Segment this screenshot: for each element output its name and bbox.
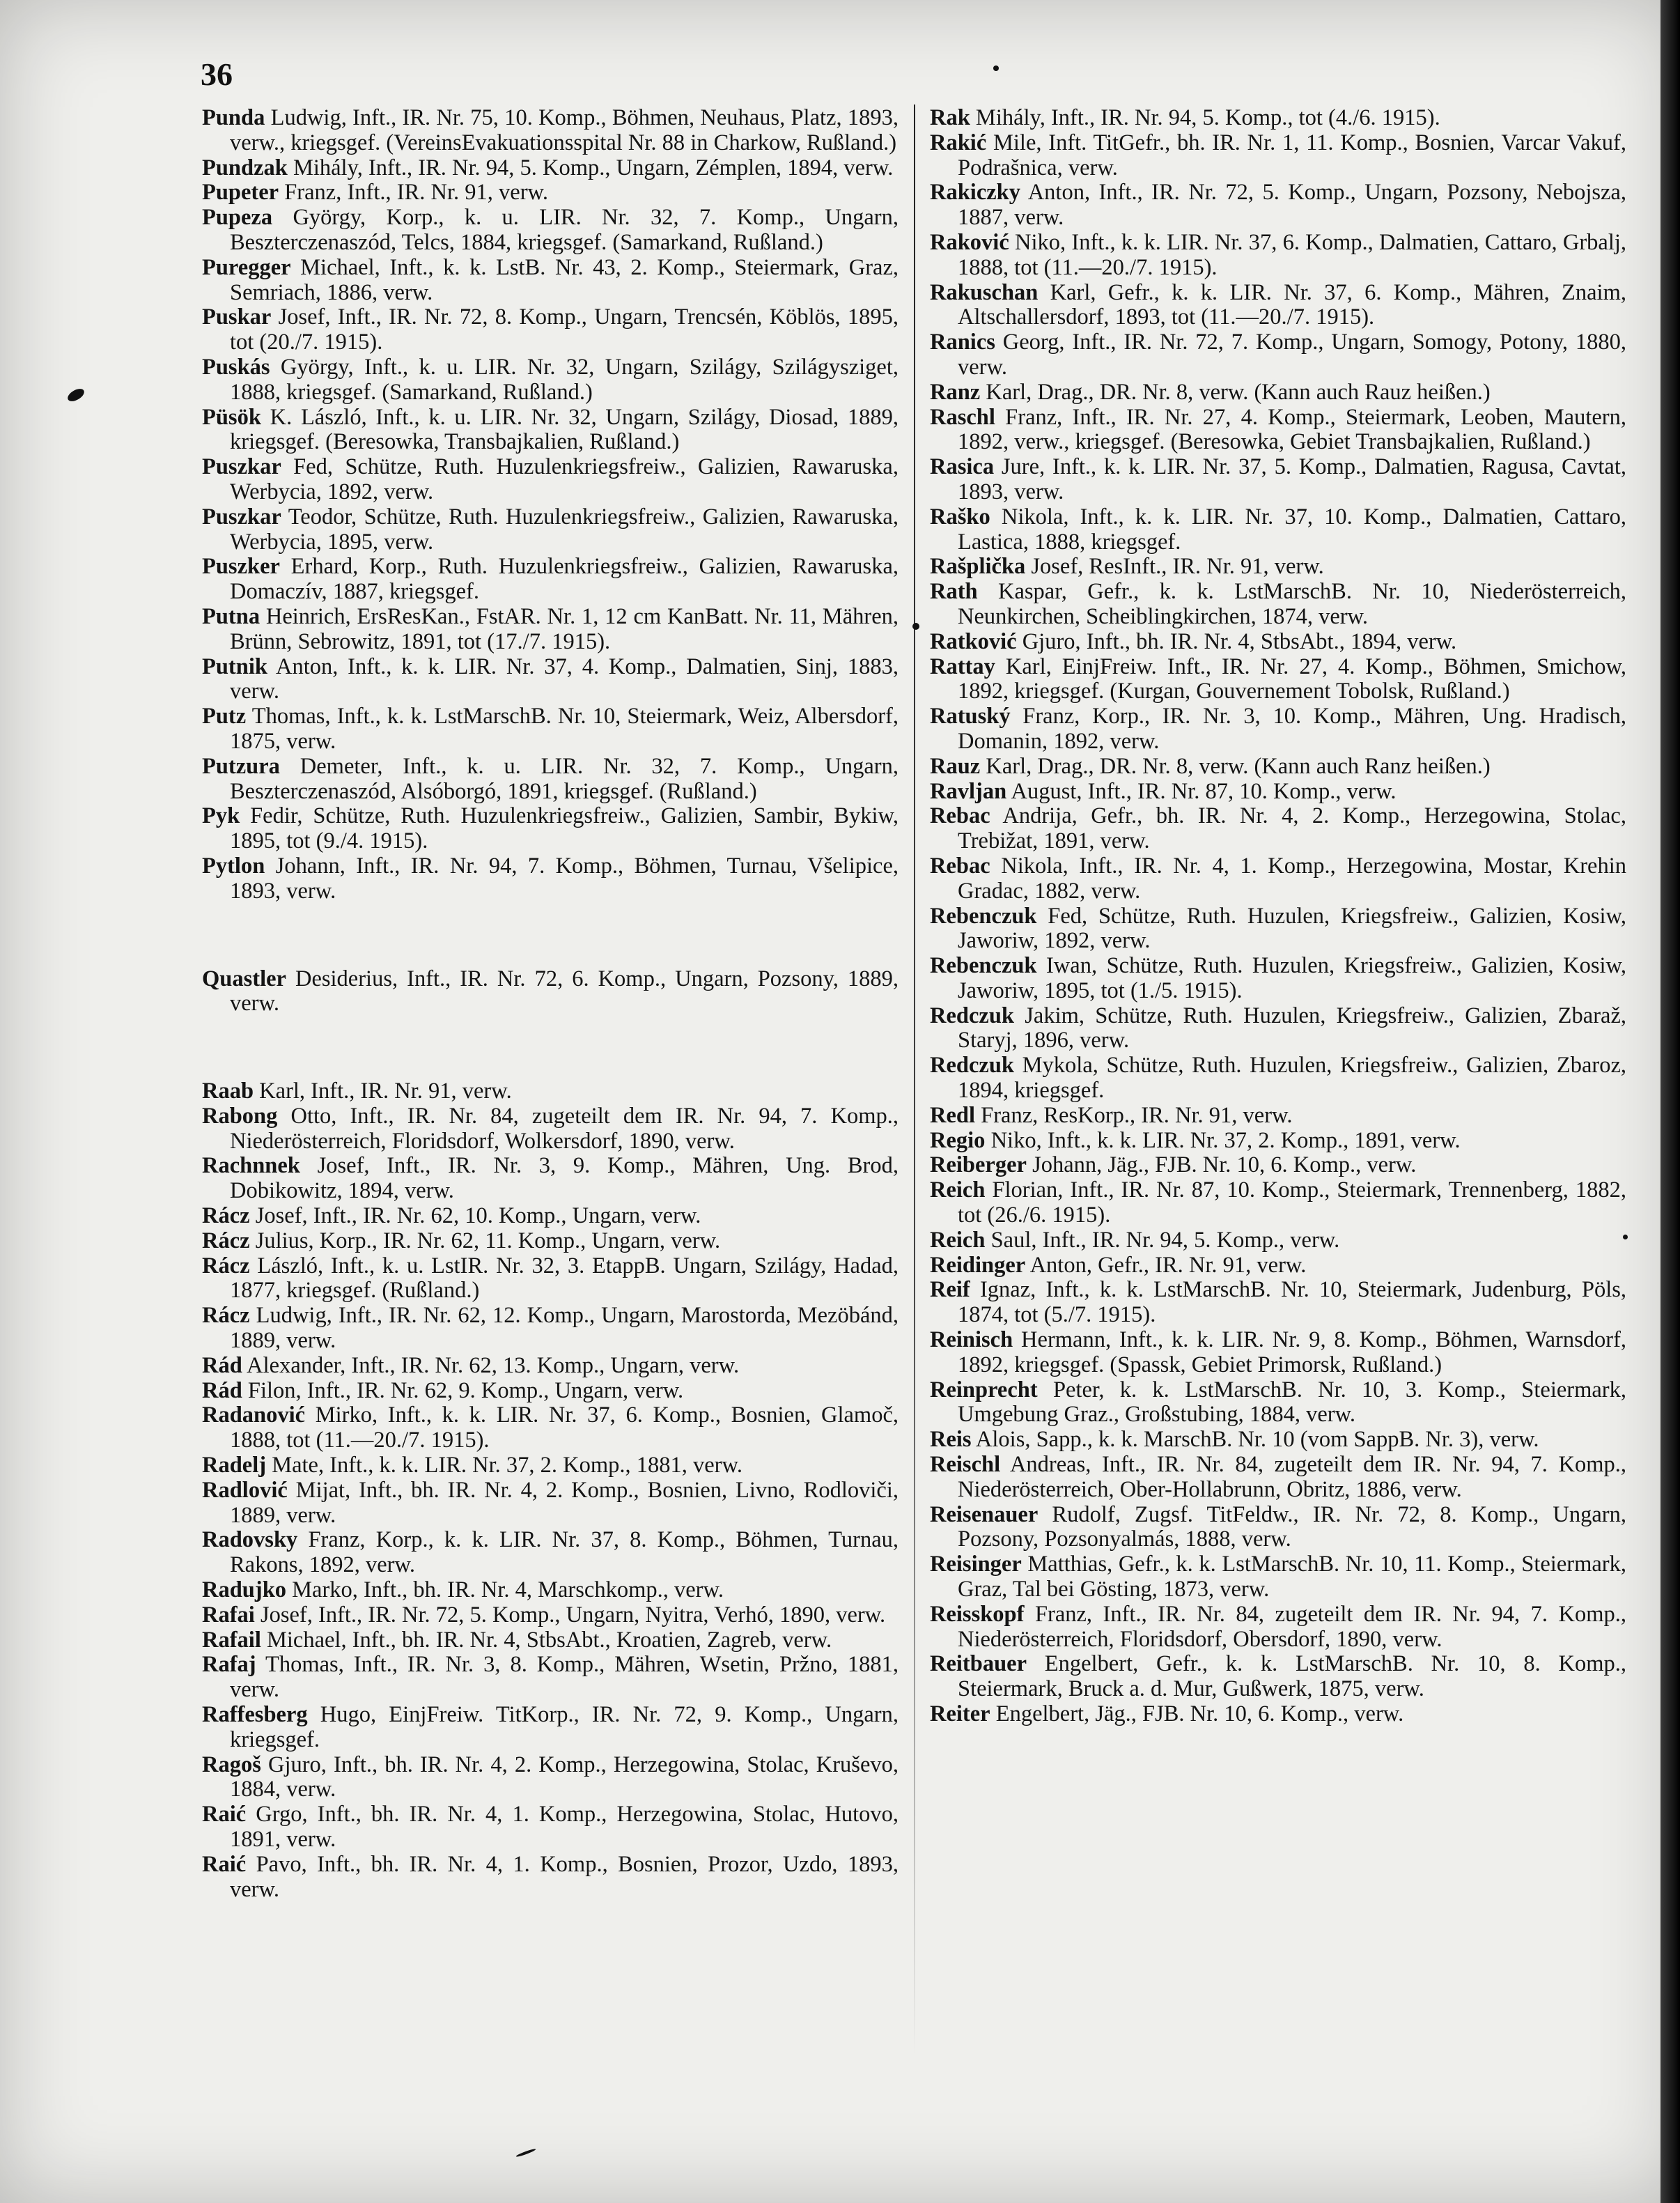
entry-surname: Ranics <box>930 330 995 355</box>
register-entry <box>930 804 1626 854</box>
entry-details: Grgo, Inft., bh. IR. Nr. 4, 1. Komp., Herzegowina, Stolac, Hutovo, 1891, verw. <box>230 1802 899 1852</box>
entry-details: Franz, ResKorp., IR. Nr. 91, verw. <box>981 1102 1293 1128</box>
entry-surname: Ravljan <box>930 778 1007 804</box>
entry-details: Erhard, Korp., Ruth. Huzulenkriegsfreiw., Galizien, Rawaruska, Domaczív, 1887, kriegsgef. <box>230 554 899 605</box>
entry-surname: Rácz <box>202 1253 250 1278</box>
entry-surname: Reinisch <box>930 1327 1013 1353</box>
register-entry <box>930 1428 1626 1453</box>
entry-details: Josef, Inft., IR. Nr. 72, 8. Komp., Ungarn, Trencsén, Köblös, 1895, tot (20./7. 1915). <box>230 304 899 355</box>
entry-surname: Reidinger <box>930 1252 1026 1278</box>
entry-surname: Rabong <box>202 1103 278 1129</box>
entry-details: Karl, Gefr., k. k. LIR. Nr. 37, 6. Komp., Mähren, Znaim, Altschallersdorf, 1893, tot (11.—20./7. 1915). <box>958 279 1626 330</box>
entry-details: Franz, Inft., IR. Nr. 27, 4. Komp., Steiermark, Leoben, Mautern, 1892, verw., kriegsgef. (Beresowka, Gebiet Transbajkalien, Rußland.) <box>958 404 1627 455</box>
entry-details: Fed, Schütze, Ruth. Huzulen, Kriegsfreiw., Galizien, Kosiw, Jaworiw, 1892, verw. <box>958 903 1627 954</box>
entry-surname: Pundzak <box>202 155 288 180</box>
register-entry <box>930 555 1626 580</box>
entry-details: Matthias, Gefr., k. k. LstMarschB. Nr. 10, 11. Komp., Steiermark, Graz, Tal bei Gösting, 1873, verw. <box>958 1552 1626 1602</box>
entry-surname: Ranz <box>930 379 981 405</box>
entry-details: Anton, Inft., IR. Nr. 72, 5. Komp., Ungarn, Pozsony, Nebojsza, 1887, verw. <box>958 180 1626 231</box>
scan-speck <box>65 386 86 403</box>
register-entry <box>202 1653 899 1703</box>
entry-details: Mirko, Inft., k. k. LIR. Nr. 37, 6. Komp., Bosnien, Glamoč, 1888, tot (11.—20./7. 1915). <box>230 1402 899 1453</box>
entry-details: Desiderius, Inft., IR. Nr. 72, 6. Komp., Ungarn, Pozsony, 1889, verw. <box>230 966 899 1017</box>
entry-details: Teodor, Schütze, Ruth. Huzulenkriegsfreiw., Galizien, Rawaruska, Werbycia, 1895, verw. <box>230 504 899 555</box>
entry-details: Pavo, Inft., bh. IR. Nr. 4, 1. Komp., Bosnien, Prozor, Uzdo, 1893, verw. <box>230 1851 899 1902</box>
entry-details: Anton, Gefr., IR. Nr. 91, verw. <box>1029 1252 1307 1278</box>
entry-details: Engelbert, Jäg., FJB. Nr. 10, 6. Komp., verw. <box>995 1701 1404 1726</box>
entry-details: Josef, Inft., IR. Nr. 72, 5. Komp., Ungarn, Nyitra, Verhó, 1890, verw. <box>260 1602 886 1628</box>
entry-surname: Radlović <box>202 1477 288 1503</box>
register-entry <box>202 1254 899 1304</box>
entry-details: Mate, Inft., k. k. LIR. Nr. 37, 2. Komp., 1881, verw. <box>272 1453 742 1478</box>
entry-details: Mile, Inft. TitGefr., bh. IR. Nr. 1, 11. Komp., Bosnien, Varcar Vakuf, Podrašnica, verw. <box>958 130 1627 180</box>
entry-details: Josef, Inft., IR. Nr. 3, 9. Komp., Mähren, Ung. Brod, Dobikowitz, 1894, verw. <box>230 1153 899 1204</box>
entry-surname: Puskar <box>202 304 272 330</box>
entry-surname: Rasica <box>930 454 995 480</box>
register-entry <box>930 854 1626 904</box>
register-entry <box>930 1104 1626 1129</box>
entry-surname: Rebac <box>930 803 990 829</box>
register-entry <box>202 1628 899 1653</box>
register-entry <box>930 1228 1626 1253</box>
entry-details: Jakim, Schütze, Ruth. Huzulen, Kriegsfreiw., Galizien, Zbaraž, Staryj, 1896, verw. <box>958 1003 1626 1053</box>
register-entry <box>202 655 899 705</box>
entry-surname: Ragoš <box>202 1752 261 1777</box>
entry-surname: Reinprecht <box>930 1377 1038 1402</box>
register-entry <box>202 156 899 181</box>
register-entry <box>202 305 899 355</box>
entry-details: Otto, Inft., IR. Nr. 84, zugeteilt dem IR. Nr. 94, 7. Komp., Niederösterreich, Floridsdorf, Wolkersdorf, 1890, verw. <box>230 1103 899 1154</box>
entry-surname: Rakuschan <box>930 279 1039 305</box>
register-entry <box>930 1453 1626 1503</box>
register-entry <box>930 580 1626 630</box>
register-entry <box>930 380 1626 405</box>
scan-speck <box>912 623 919 630</box>
register-entry <box>930 780 1626 805</box>
entry-details: Hugo, EinjFreiw. TitKorp., IR. Nr. 72, 9. Komp., Ungarn, kriegsgef. <box>230 1702 899 1752</box>
register-entry <box>930 131 1626 181</box>
entry-surname: Rašplička <box>930 554 1026 580</box>
entry-details: Marko, Inft., bh. IR. Nr. 4, Marschkomp., verw. <box>292 1577 724 1603</box>
entry-surname: Rakiczky <box>930 180 1020 206</box>
register-entry <box>930 505 1626 555</box>
entry-surname: Reich <box>930 1227 986 1253</box>
entry-surname: Reischl <box>930 1452 1001 1478</box>
section-q <box>202 967 899 1017</box>
entry-details: Josef, Inft., IR. Nr. 62, 10. Komp., Ungarn, verw. <box>255 1203 701 1229</box>
register-entry <box>930 1378 1626 1428</box>
register-entry <box>202 1528 899 1578</box>
register-entry <box>202 180 899 206</box>
register-entry <box>202 704 899 755</box>
register-entry <box>202 1453 899 1478</box>
entry-surname: Radanović <box>202 1402 306 1428</box>
entry-surname: Rebac <box>930 853 990 879</box>
entry-surname: Reisskopf <box>930 1601 1025 1627</box>
entry-surname: Radelj <box>202 1453 267 1478</box>
section-r-continued <box>930 106 1626 1727</box>
entry-details: Andrija, Gefr., bh. IR. Nr. 4, 2. Komp., Herzegowina, Stolac, Trebižat, 1891, verw. <box>958 803 1626 854</box>
entry-surname: Reis <box>930 1427 972 1453</box>
entry-surname: Redl <box>930 1102 975 1128</box>
entry-details: Michael, Inft., k. k. LstB. Nr. 43, 2. Komp., Steiermark, Graz, Semriach, 1886, verw. <box>230 254 899 305</box>
entry-surname: Regio <box>930 1127 986 1153</box>
register-entry <box>930 655 1626 705</box>
register-entry <box>930 106 1626 131</box>
register-entry <box>930 630 1626 655</box>
entry-details: Julius, Korp., IR. Nr. 62, 11. Komp., Ungarn, verw. <box>255 1228 721 1253</box>
entry-details: Filon, Inft., IR. Nr. 62, 9. Komp., Ungarn, verw. <box>247 1377 684 1403</box>
entry-surname: Radujko <box>202 1577 287 1603</box>
register-entry <box>202 1229 899 1254</box>
entry-surname: Rakić <box>930 130 987 155</box>
page-number: 36 <box>201 56 233 92</box>
register-entry <box>930 405 1626 456</box>
entry-details: Fedir, Schütze, Ruth. Huzulenkriegsfreiw., Galizien, Sambir, Bykiw, 1895, tot (9./4. 1915). <box>230 803 899 854</box>
register-entry <box>930 231 1626 281</box>
entry-details: Mijat, Inft., bh. IR. Nr. 4, 2. Komp., Bosnien, Livno, Rodloviči, 1889, verw. <box>230 1477 899 1528</box>
entry-details: Michael, Inft., bh. IR. Nr. 4, StbsAbt., Kroatien, Zagreb, verw. <box>266 1627 832 1653</box>
entry-details: Engelbert, Gefr., k. k. LstMarschB. Nr. 10, 8. Komp., Steiermark, Bruck a. d. Mur, Gußwerk, 1875, verw. <box>958 1651 1626 1702</box>
register-entry <box>930 281 1626 331</box>
entry-details: Heinrich, ErsResKan., FstAR. Nr. 1, 12 cm KanBatt. Nr. 11, Mähren, Brünn, Sebrowitz, 1891, tot (17./7. 1915). <box>230 603 899 654</box>
entry-details: Gjuro, Inft., bh. IR. Nr. 4, StbsAbt., 1894, verw. <box>1022 628 1457 654</box>
entry-surname: Raić <box>202 1851 247 1877</box>
entry-surname: Punda <box>202 105 265 130</box>
entry-surname: Putz <box>202 704 247 729</box>
register-entry <box>930 755 1626 780</box>
scan-speck <box>993 65 999 71</box>
register-entry <box>202 505 899 555</box>
register-entry <box>202 1379 899 1404</box>
register-entry <box>930 1328 1626 1378</box>
entry-surname: Reisenauer <box>930 1501 1039 1527</box>
register-entry <box>202 1802 899 1853</box>
entry-details: Niko, Inft., k. k. LIR. Nr. 37, 6. Komp., Dalmatien, Cattaro, Grbalj, 1888, tot (11.—20./7. 1915). <box>958 229 1627 280</box>
register-entry <box>202 1354 899 1379</box>
register-entry <box>930 1552 1626 1602</box>
register-entry <box>930 1278 1626 1328</box>
register-entry <box>930 1503 1626 1553</box>
entry-details: Karl, Drag., DR. Nr. 8, verw. (Kann auch Rauz heißen.) <box>986 379 1491 405</box>
register-entry <box>202 1104 899 1154</box>
entry-details: Ludwig, Inft., IR. Nr. 75, 10. Komp., Böhmen, Neuhaus, Platz, 1893, verw., kriegsgef. (VereinsEvakuationsspital Nr. 88 in Charkow, Rußland.) <box>230 105 899 155</box>
entry-details: Andreas, Inft., IR. Nr. 84, zugeteilt dem IR. Nr. 94, 7. Komp., Niederösterreich, Ober-Hollabrunn, Obritz, 1886, verw. <box>958 1452 1626 1502</box>
entry-details: Georg, Inft., IR. Nr. 72, 7. Komp., Ungarn, Somogy, Potony, 1880, verw. <box>958 330 1627 380</box>
section-gap <box>202 904 899 967</box>
register-entry <box>202 967 899 1017</box>
entry-surname: Rebenczuk <box>930 953 1037 979</box>
entry-surname: Puszker <box>202 554 280 580</box>
register-entry <box>202 1753 899 1803</box>
register-entry <box>202 1403 899 1453</box>
register-entry <box>202 106 899 156</box>
register-entry <box>202 1703 899 1753</box>
register-entry <box>202 854 899 904</box>
entry-details: Thomas, Inft., IR. Nr. 3, 8. Komp., Mähren, Wsetin, Pržno, 1881, verw. <box>230 1652 899 1703</box>
entry-surname: Raab <box>202 1079 254 1104</box>
left-column <box>202 106 899 1902</box>
register-entry <box>202 405 899 456</box>
entry-surname: Rácz <box>202 1228 250 1253</box>
entry-surname: Rád <box>202 1352 242 1378</box>
register-entry <box>930 1004 1626 1054</box>
entry-surname: Raković <box>930 229 1009 255</box>
entry-surname: Rattay <box>930 654 995 679</box>
entry-details: Mihály, Inft., IR. Nr. 94, 5. Komp., tot (4./6. 1915). <box>975 105 1440 130</box>
register-entry <box>930 1178 1626 1228</box>
register-entry <box>202 256 899 306</box>
entry-details: László, Inft., k. u. LstIR. Nr. 32, 3. EtappB. Ungarn, Szilágy, Hadad, 1877, kriegsgef. (Rußland.) <box>230 1253 899 1304</box>
right-column <box>930 106 1626 1727</box>
entry-details: György, Inft., k. u. LIR. Nr. 32, Ungarn, Szilágy, Szilágysziget, 1888, kriegsgef. (Samarkand, Rußland.) <box>230 354 899 405</box>
entry-surname: Reich <box>930 1177 986 1203</box>
entry-surname: Reiberger <box>930 1152 1027 1178</box>
entry-details: Nikola, Inft., k. k. LIR. Nr. 37, 10. Komp., Dalmatien, Cattaro, Lastica, 1888, kriegsgef. <box>958 504 1626 555</box>
scan-edge-shadow <box>1660 0 1680 2203</box>
register-entry <box>930 330 1626 380</box>
register-entry <box>202 1603 899 1628</box>
entry-surname: Raško <box>930 504 990 530</box>
entry-surname: Puskás <box>202 354 270 380</box>
entry-surname: Rád <box>202 1377 242 1403</box>
entry-surname: Radovsky <box>202 1527 298 1553</box>
entry-surname: Püsök <box>202 404 261 430</box>
register-entry <box>930 1652 1626 1702</box>
scan-speck <box>515 2148 536 2158</box>
register-entry <box>202 206 899 256</box>
entry-surname: Rácz <box>202 1303 250 1329</box>
entry-details: Nikola, Inft., IR. Nr. 4, 1. Komp., Herzegowina, Mostar, Krehin Gradac, 1882, verw. <box>958 853 1626 904</box>
entry-details: Franz, Inft., IR. Nr. 91, verw. <box>284 180 549 206</box>
section-p <box>202 106 899 904</box>
entry-details: Iwan, Schütze, Ruth. Huzulen, Kriegsfreiw., Galizien, Kosiw, Jaworiw, 1895, tot (1./5. 1915). <box>958 953 1627 1003</box>
entry-surname: Raić <box>202 1802 247 1827</box>
entry-surname: Rafai <box>202 1602 255 1628</box>
entry-surname: Rachnnek <box>202 1153 300 1179</box>
entry-surname: Raschl <box>930 404 995 430</box>
register-entry <box>930 1129 1626 1154</box>
register-entry <box>930 1253 1626 1278</box>
entry-details: Alexander, Inft., IR. Nr. 62, 13. Komp., Ungarn, verw. <box>247 1352 740 1378</box>
section-r <box>202 1079 899 1902</box>
entry-details: Alois, Sapp., k. k. MarschB. Nr. 10 (vom SappB. Nr. 3), verw. <box>975 1427 1539 1453</box>
register-entry <box>202 605 899 655</box>
entry-details: Ludwig, Inft., IR. Nr. 62, 12. Komp., Ungarn, Marostorda, Mezöbánd, 1889, verw. <box>230 1303 899 1354</box>
entry-details: Mihály, Inft., IR. Nr. 94, 5. Komp., Ungarn, Zémplen, 1894, verw. <box>293 155 894 180</box>
register-entry <box>930 455 1626 505</box>
entry-details: Anton, Inft., k. k. LIR. Nr. 37, 4. Komp., Dalmatien, Sinj, 1883, verw. <box>230 654 899 704</box>
entry-details: K. László, Inft., k. u. LIR. Nr. 32, Ungarn, Szilágy, Diosad, 1889, kriegsgef. (Beresowka, Transbajkalien, Rußland.) <box>230 404 899 455</box>
entry-surname: Putzura <box>202 753 280 779</box>
entry-surname: Rath <box>930 579 978 605</box>
entry-details: Florian, Inft., IR. Nr. 87, 10. Komp., Steiermark, Trennenberg, 1882, tot (26./6. 1915). <box>958 1177 1627 1228</box>
register-entry <box>202 755 899 805</box>
entry-surname: Ratković <box>930 628 1017 654</box>
entry-surname: Rebenczuk <box>930 903 1037 929</box>
register-entry <box>202 1478 899 1529</box>
register-entry <box>202 555 899 605</box>
entry-details: Fed, Schütze, Ruth. Huzulenkriegsfreiw., Galizien, Rawaruska, Werbycia, 1892, verw. <box>230 454 899 504</box>
entry-surname: Pytlon <box>202 853 265 879</box>
entry-surname: Rácz <box>202 1203 250 1229</box>
section-gap <box>202 1017 899 1079</box>
entry-surname: Rak <box>930 105 970 130</box>
register-entry <box>202 355 899 405</box>
entry-surname: Pyk <box>202 803 240 829</box>
entry-surname: Redczuk <box>930 1053 1014 1079</box>
entry-surname: Pupeter <box>202 180 279 206</box>
entry-details: Ignaz, Inft., k. k. LstMarschB. Nr. 10, Steiermark, Judenburg, Pöls, 1874, tot (5./7. 1915). <box>958 1277 1627 1328</box>
entry-details: Karl, EinjFreiw. Inft., IR. Nr. 27, 4. Komp., Böhmen, Smichow, 1892, kriegsgef. (Kurgan, Gouvernement Tobolsk, Rußland.) <box>958 654 1626 704</box>
entry-surname: Rafaj <box>202 1652 256 1678</box>
entry-details: Franz, Korp., IR. Nr. 3, 10. Komp., Mähren, Ung. Hradisch, Domanin, 1892, verw. <box>958 704 1627 754</box>
entry-surname: Rauz <box>930 753 981 779</box>
scan-speck <box>1623 1235 1628 1239</box>
entry-details: Josef, ResInft., IR. Nr. 91, verw. <box>1031 554 1324 580</box>
entry-details: Niko, Inft., k. k. LIR. Nr. 37, 2. Komp., 1891, verw. <box>990 1127 1461 1153</box>
entry-details: Rudolf, Zugsf. TitFeldw., IR. Nr. 72, 8. Komp., Ungarn, Pozsony, Pozsonyalmás, 1888, verw. <box>958 1501 1626 1552</box>
entry-details: Saul, Inft., IR. Nr. 94, 5. Komp., verw. <box>990 1227 1340 1253</box>
register-entry <box>930 180 1626 231</box>
entry-details: Franz, Korp., k. k. LIR. Nr. 37, 8. Komp., Böhmen, Turnau, Rakons, 1892, verw. <box>230 1527 899 1578</box>
entry-surname: Raffesberg <box>202 1702 308 1728</box>
entry-surname: Pupeza <box>202 205 273 231</box>
register-entry <box>202 1578 899 1603</box>
entry-surname: Ratuský <box>930 704 1011 729</box>
entry-details: György, Korp., k. u. LIR. Nr. 32, 7. Komp., Ungarn, Beszterczenaszód, Telcs, 1884, kriegsgef. (Samarkand, Rußland.) <box>230 205 899 255</box>
entry-details: Karl, Drag., DR. Nr. 8, verw. (Kann auch Ranz heißen.) <box>986 753 1491 779</box>
register-entry <box>930 904 1626 954</box>
register-entry <box>930 1702 1626 1727</box>
entry-details: Peter, k. k. LstMarschB. Nr. 10, 3. Komp., Steiermark, Umgebung Graz., Großstubing, 1884, verw. <box>958 1377 1626 1428</box>
register-entry <box>930 1602 1626 1653</box>
entry-details: Mykola, Schütze, Ruth. Huzulen, Kriegsfreiw., Galizien, Zbaroz, 1894, kriegsgef. <box>958 1053 1627 1104</box>
entry-surname: Reisinger <box>930 1552 1022 1577</box>
entry-surname: Putnik <box>202 654 267 679</box>
entry-details: August, Inft., IR. Nr. 87, 10. Komp., verw. <box>1011 778 1397 804</box>
entry-surname: Putna <box>202 603 260 629</box>
register-entry <box>930 704 1626 755</box>
entry-surname: Puszkar <box>202 454 281 480</box>
entry-surname: Rafail <box>202 1627 261 1653</box>
entry-details: Kaspar, Gefr., k. k. LstMarschB. Nr. 10, Niederösterreich, Neunkirchen, Scheiblingkirchen, 1874, verw. <box>958 579 1627 629</box>
entry-surname: Puregger <box>202 254 291 280</box>
entry-details: Hermann, Inft., k. k. LIR. Nr. 9, 8. Komp., Böhmen, Warnsdorf, 1892, kriegsgef. (Spassk, Gebiet Primorsk, Rußland.) <box>958 1327 1627 1377</box>
register-entry <box>202 804 899 854</box>
entry-surname: Reitbauer <box>930 1651 1027 1677</box>
entry-surname: Puszkar <box>202 504 281 530</box>
entry-surname: Reif <box>930 1277 970 1303</box>
entry-surname: Quastler <box>202 966 286 991</box>
entry-details: Karl, Inft., IR. Nr. 91, verw. <box>259 1079 512 1104</box>
entry-details: Jure, Inft., k. k. LIR. Nr. 37, 5. Komp., Dalmatien, Ragusa, Cavtat, 1893, verw. <box>958 454 1626 504</box>
register-entry <box>202 1154 899 1204</box>
column-divider <box>914 105 915 2055</box>
register-entry <box>202 1204 899 1229</box>
entry-details: Franz, Inft., IR. Nr. 84, zugeteilt dem IR. Nr. 94, 7. Komp., Niederösterreich, Floridsdorf, Obersdorf, 1890, verw. <box>958 1601 1626 1652</box>
register-entry <box>930 1153 1626 1178</box>
register-entry <box>930 1053 1626 1104</box>
entry-surname: Redczuk <box>930 1003 1014 1028</box>
entry-details: Thomas, Inft., k. k. LstMarschB. Nr. 10, Steiermark, Weiz, Albersdorf, 1875, verw. <box>230 704 899 754</box>
entry-surname: Reiter <box>930 1701 990 1726</box>
register-entry <box>202 1304 899 1354</box>
register-entry <box>930 954 1626 1004</box>
entry-details: Demeter, Inft., k. u. LIR. Nr. 32, 7. Komp., Ungarn, Beszterczenaszód, Alsóborgó, 1891, kriegsgef. (Rußland.) <box>230 753 899 804</box>
entry-details: Johann, Jäg., FJB. Nr. 10, 6. Komp., verw. <box>1032 1152 1417 1178</box>
entry-details: Gjuro, Inft., bh. IR. Nr. 4, 2. Komp., Herzegowina, Stolac, Kruševo, 1884, verw. <box>230 1752 899 1802</box>
register-entry <box>202 1853 899 1903</box>
register-entry <box>202 1079 899 1104</box>
entry-details: Johann, Inft., IR. Nr. 94, 7. Komp., Böhmen, Turnau, Všelipice, 1893, verw. <box>230 853 899 904</box>
register-entry <box>202 455 899 505</box>
